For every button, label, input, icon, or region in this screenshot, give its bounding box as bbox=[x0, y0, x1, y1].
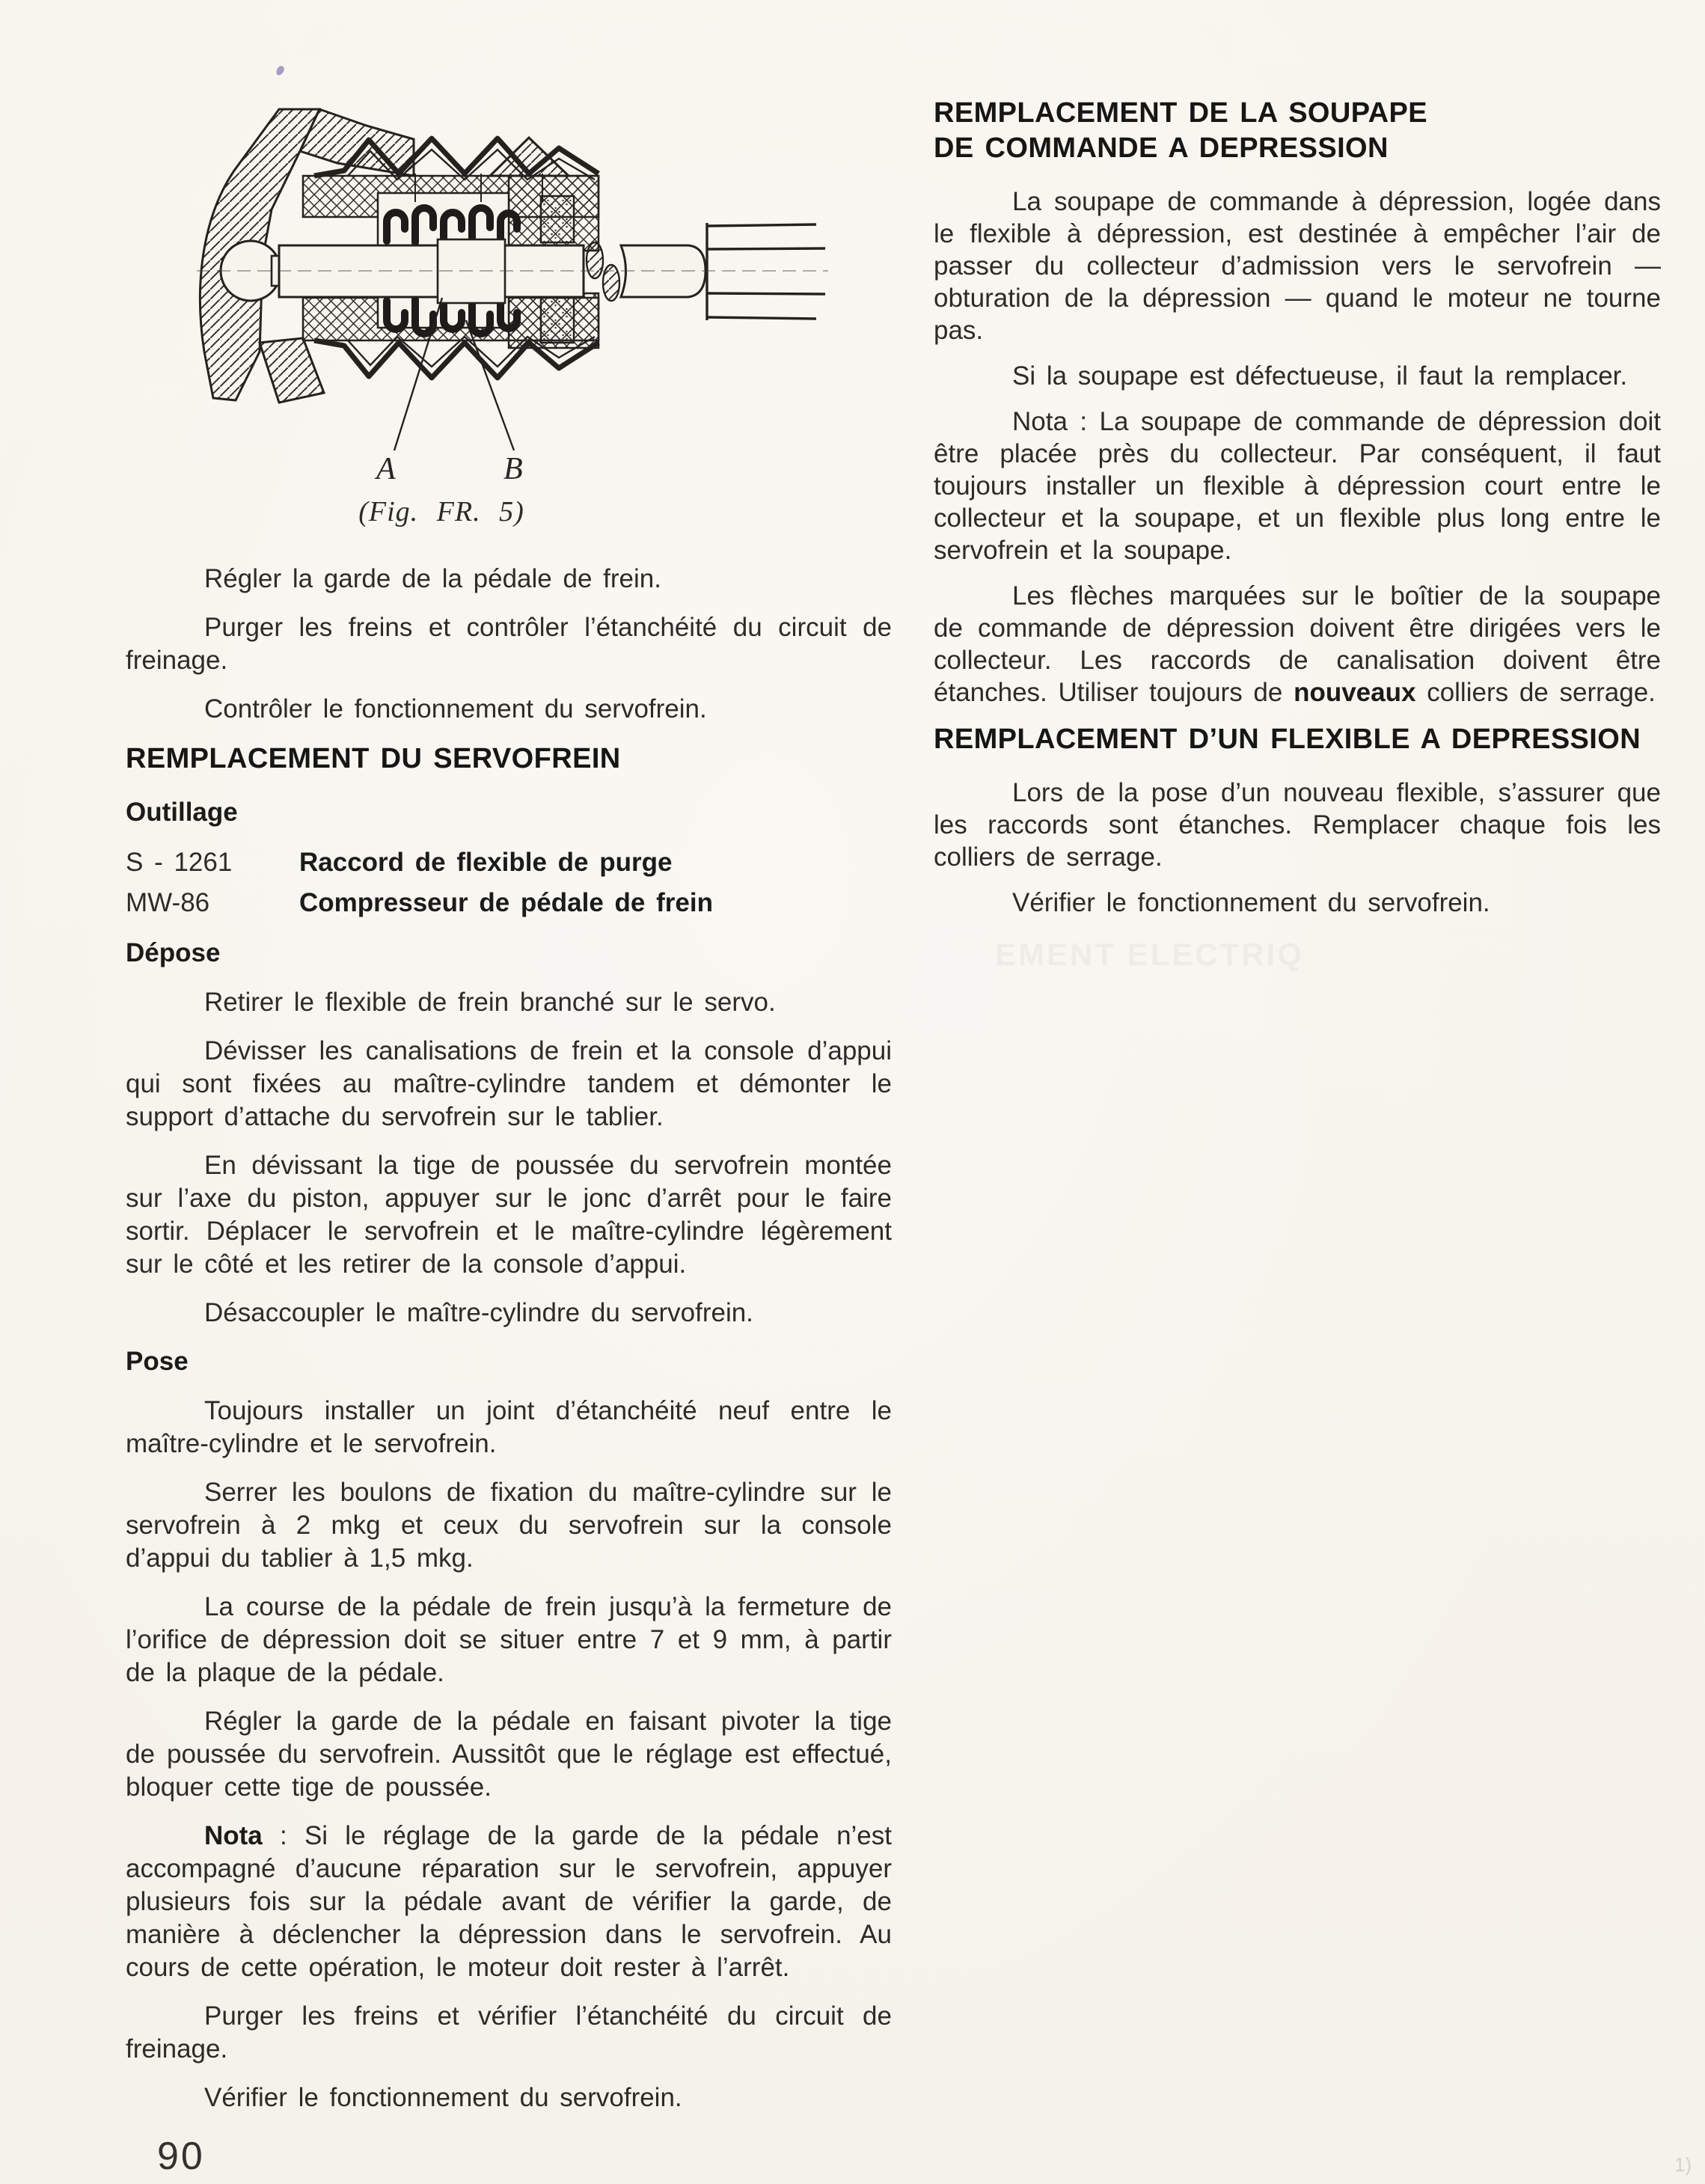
paragraph: Retirer le flexible de frein branché sur le servo. bbox=[204, 988, 776, 1017]
paragraph: Toujours installer un joint d’étanchéité neuf entre le maître-cylindre et le servofrein. bbox=[126, 1396, 892, 1458]
tool-row bbox=[126, 845, 892, 880]
paragraph: Désaccoupler le maître-cylindre du servofrein. bbox=[204, 1298, 753, 1327]
left-column bbox=[126, 563, 892, 2130]
figure-label-b: B bbox=[503, 452, 523, 486]
tool-code: MW-86 bbox=[126, 888, 210, 917]
subheading-pose: Pose bbox=[126, 1347, 189, 1376]
paragraph: Contrôler le fonctionnement du servofrein. bbox=[204, 694, 707, 724]
tool-name: Compresseur de pédale de frein bbox=[299, 888, 713, 917]
paragraph-nota: Nota : La soupape de commande de dépression doit être placée près du collecteur. Par conséquent, il faut toujours installer un flexible à dépression court entre le collecteur et la soupape, et un flexible plus long entre le servofrein et la soupape. bbox=[934, 407, 1661, 565]
paragraph: Lors de la pose d’un nouveau flexible, s’assurer que les raccords sont étanches. Remplacer chaque fois les colliers de serrage. bbox=[934, 778, 1661, 872]
filter-patch-bottom bbox=[541, 298, 574, 343]
servo-cross-section-drawing bbox=[191, 105, 834, 486]
paragraph-text: colliers de serrage. bbox=[1415, 678, 1656, 707]
tool-row bbox=[126, 886, 892, 920]
paragraph: Serrer les boulons de fixation du maître-cylindre sur le servofrein à 2 mkg et ceux du servofrein sur la console d’appui du tablier à 1,5 mkg. bbox=[126, 1478, 892, 1573]
paragraph: Régler la garde de la pédale en faisant pivoter la tige de poussée du servofrein. Aussitôt que le réglage est effectué, bloquer cette tige de poussée. bbox=[126, 1707, 892, 1802]
page-number: 90 bbox=[157, 2135, 205, 2178]
heading-line: REMPLACEMENT DE LA SOUPAPE bbox=[934, 97, 1427, 129]
filter-patch-top bbox=[541, 196, 574, 242]
paragraph: En dévissant la tige de poussée du servofrein montée sur l’axe du piston, appuyer sur le jonc d’arrêt pour le faire sortir. Déplacer le servofrein et le maître-cylindre légèrement sur le côté et les retirer de la console d’appui. bbox=[126, 1151, 892, 1279]
paragraph: Dévisser les canalisations de frein et la console d’appui qui sont fixées au maître-cylindre tandem et démonter le support d’attache du servofrein sur le tablier. bbox=[126, 1036, 892, 1131]
paragraph: La course de la pédale de frein jusqu’à la fermeture de l’orifice de dépression doit se situer entre 7 et 9 mm, à partir de la plaque de la pédale. bbox=[126, 1592, 892, 1687]
figure-label-a: A bbox=[376, 452, 396, 486]
paragraph bbox=[934, 580, 1661, 709]
ink-speck bbox=[275, 65, 286, 77]
tool-name: Raccord de flexible de purge bbox=[299, 848, 673, 877]
bleedthrough-ghost-heading: EMENT ELECTRIQ bbox=[995, 937, 1305, 972]
rod-break-sliver bbox=[603, 265, 619, 301]
paragraph: La soupape de commande à dépression, logée dans le flexible à dépression, est destinée à empêcher l’air de passer du collecteur d’admission vers le servofrein — obturation de la dépression — quand le moteur ne tourne pas. bbox=[934, 187, 1661, 345]
figure-caption: (Fig. FR. 5) bbox=[358, 496, 524, 527]
rod-break-sliver bbox=[587, 242, 603, 278]
clevis-fork bbox=[707, 223, 825, 320]
paragraph-nota bbox=[126, 1820, 892, 1984]
tool-code: S - 1261 bbox=[126, 848, 233, 877]
section-heading-remplacement-soupape bbox=[934, 96, 1661, 166]
servo-cross-section-figure bbox=[191, 105, 834, 486]
paragraph: Si la soupape est défectueuse, il faut la remplacer. bbox=[1012, 361, 1628, 391]
paragraph-text: Les flèches marquées sur le boîtier de la soupape de commande de dépression doivent être dirigées vers le collecteur. Les raccords de canalisation doivent être étanches. Utiliser toujours de bbox=[934, 581, 1661, 707]
bold-word: nouveaux bbox=[1294, 678, 1416, 707]
section-heading-remplacement-servofrein: REMPLACEMENT DU SERVOFREIN bbox=[126, 743, 621, 774]
paragraph: Vérifier le fonctionnement du servofrein. bbox=[1012, 888, 1490, 917]
paragraph: Purger les freins et contrôler l’étanchéité du circuit de freinage. bbox=[126, 613, 892, 675]
heading-line: DE COMMANDE A DEPRESSION bbox=[934, 132, 1389, 164]
right-column bbox=[934, 96, 1661, 932]
faint-corner-mark: 1) bbox=[1674, 2153, 1692, 2176]
subheading-depose: Dépose bbox=[126, 938, 221, 967]
subheading-outillage: Outillage bbox=[126, 798, 238, 827]
paragraph: Vérifier le fonctionnement du servofrein. bbox=[204, 2083, 682, 2112]
section-heading-remplacement-flexible: REMPLACEMENT D’UN FLEXIBLE A DEPRESSION bbox=[934, 724, 1641, 755]
paragraph: Purger les freins et vérifier l’étanchéité du circuit de freinage. bbox=[126, 2001, 892, 2064]
nota-label: Nota bbox=[204, 1821, 263, 1850]
paragraph: Régler la garde de la pédale de frein. bbox=[204, 564, 661, 593]
lower-left-arm bbox=[260, 338, 324, 403]
nota-text: : Si le réglage de la garde de la pédale n’est accompagné d’aucune réparation sur le servofrein, appuyer plusieurs fois sur la pédale avant de vérifier la garde, de manière à déclencher la dépression dans le servofrein. Au cours de cette opération, le moteur doit rester à l’arrêt. bbox=[126, 1821, 892, 1982]
